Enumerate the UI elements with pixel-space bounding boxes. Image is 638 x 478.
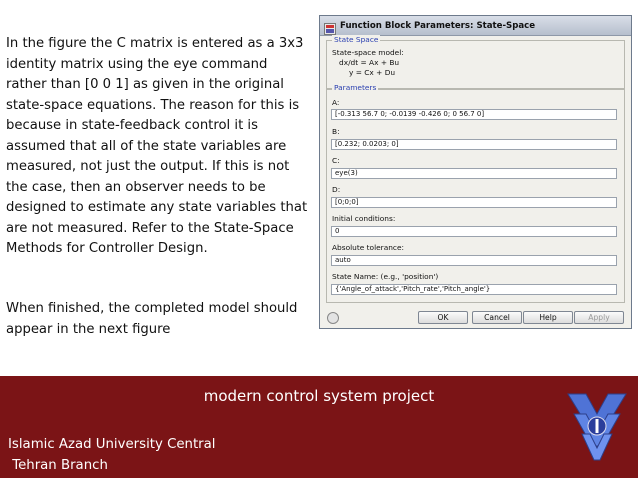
matlab-window-icon (324, 20, 336, 32)
state-space-legend: State Space (334, 35, 379, 44)
dialog-title-bar[interactable] (320, 16, 631, 36)
a-matrix-field[interactable]: [-0.313 56.7 0; -0.0139 -0.426 0; 0 56.7 0] (331, 109, 617, 120)
explanation-paragraph: In the figure the C matrix is entered as a 3x3 identity matrix using the eye command rather than [0 0 1] as given in the original state-space equations. The reason for this is because in state-feedback control it is assumed that all of the state variables are measured, not just the output. If this is not the case, then an observer needs to be designed to estimate any state variables that are not measured. Refer to the State-Space Methods for Controller Design. (6, 36, 308, 256)
output-equation: y = Cx + Du (349, 68, 396, 77)
d-matrix-field[interactable]: [0;0;0] (331, 197, 617, 208)
a-matrix-label: A: (332, 98, 340, 107)
absolute-tolerance-field[interactable]: auto (331, 255, 617, 266)
function-block-parameters-dialog (319, 15, 632, 329)
c-matrix-field[interactable]: eye(3) (331, 168, 617, 179)
university-name (8, 434, 216, 476)
parameters-group (326, 83, 625, 303)
b-matrix-field[interactable]: [0.232; 0.0203; 0] (331, 139, 617, 150)
c-matrix-label: C: (332, 156, 340, 165)
dialog-button-row (320, 309, 631, 327)
university-line-1: Islamic Azad University Central (8, 437, 216, 452)
footer-bar (0, 376, 638, 478)
initial-conditions-field[interactable]: 0 (331, 226, 617, 237)
b-matrix-label: B: (332, 127, 340, 136)
state-name-label: State Name: (e.g., 'position') (332, 272, 439, 281)
university-line-2: Tehran Branch (8, 458, 108, 473)
help-circle-icon[interactable] (327, 312, 339, 324)
absolute-tolerance-label: Absolute tolerance: (332, 243, 405, 252)
d-matrix-label: D: (332, 185, 341, 194)
closing-paragraph: When finished, the completed model should appear in the next figure (6, 301, 298, 337)
state-name-field[interactable]: {'Angle_of_attack','Pitch_rate','Pitch_angle'} (331, 284, 617, 295)
parameters-legend: Parameters (334, 83, 377, 92)
cancel-button[interactable]: Cancel (472, 311, 522, 324)
model-label: State-space model: (332, 48, 404, 57)
university-logo-icon (564, 386, 630, 466)
dialog-title: Function Block Parameters: State-Space (340, 20, 536, 31)
help-button[interactable]: Help (523, 311, 573, 324)
state-equation: dx/dt = Ax + Bu (339, 58, 400, 67)
course-title: modern control system project (203, 387, 435, 405)
initial-conditions-label: Initial conditions: (332, 214, 396, 223)
ok-button[interactable]: OK (418, 311, 468, 324)
apply-button[interactable]: Apply (574, 311, 624, 324)
